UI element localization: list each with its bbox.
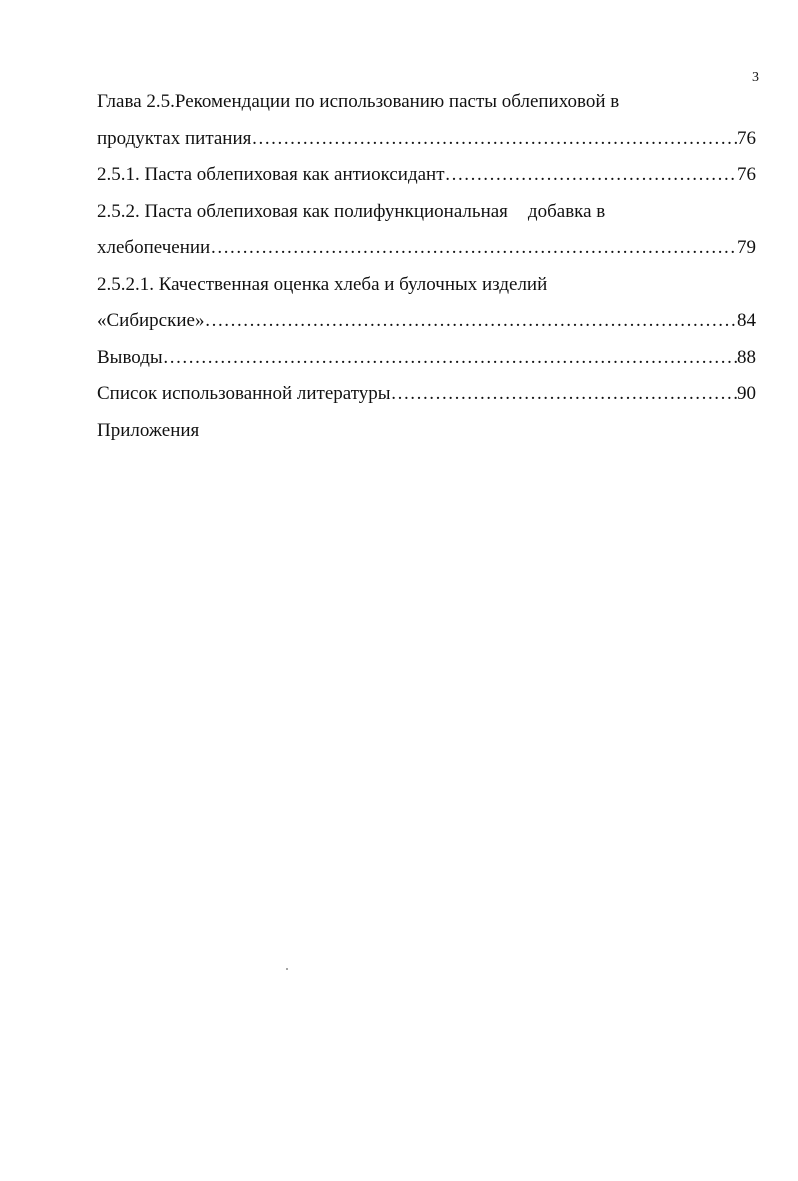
toc-entry-2-5-2-1-title	[97, 267, 756, 304]
toc-entry-text: продуктах питания	[97, 127, 252, 149]
toc-entry-references[interactable]	[97, 376, 756, 413]
scan-speck	[286, 968, 288, 970]
toc-leader-dots	[204, 303, 737, 340]
toc-leader-dots	[210, 230, 737, 267]
toc-page-number: 79	[737, 237, 756, 258]
toc-entry-text: «Сибирские»	[97, 310, 205, 331]
toc-entry-conclusions[interactable]	[97, 340, 756, 377]
toc-entry-2-5-1[interactable]	[97, 157, 756, 194]
toc-entry-2-5-2-title	[97, 194, 756, 231]
page-number: 3	[752, 70, 759, 85]
table-of-contents	[97, 84, 756, 449]
toc-page-number: 84	[737, 310, 756, 331]
toc-entry-text: 2.5.2.1. Качественная оценка хлеба и булочных изделий	[97, 273, 548, 295]
toc-entry-2-5[interactable]	[97, 121, 756, 158]
toc-entry-2-5-title	[97, 84, 756, 121]
toc-entry-text: Список использованной литературы	[97, 383, 391, 404]
toc-page-number: 76	[737, 127, 756, 149]
toc-entry-text: 2.5.2. Паста облепиховая как полифункциональная	[97, 200, 508, 222]
toc-entry-text: Приложения	[97, 419, 200, 441]
toc-leader-dots	[391, 376, 737, 413]
toc-entry-text: Глава 2.5.Рекомендации по использованию пасты облепиховой в	[97, 91, 620, 112]
toc-entry-2-5-2[interactable]	[97, 230, 756, 267]
toc-entry-appendices[interactable]	[97, 413, 756, 450]
toc-page-number: 76	[737, 164, 756, 185]
toc-leader-dots	[251, 121, 737, 158]
toc-entry-text: 2.5.1. Паста облепиховая как антиоксидант	[97, 164, 445, 185]
toc-entry-text: хлебопечении	[97, 237, 211, 258]
toc-entry-2-5-2-1[interactable]	[97, 303, 756, 340]
toc-entry-text: Выводы	[97, 346, 163, 368]
toc-page-number: 88	[737, 346, 756, 368]
toc-leader-dots	[445, 157, 737, 194]
toc-page-number: 90	[737, 383, 756, 404]
toc-leader-dots	[163, 340, 737, 377]
toc-entry-text: добавка в	[527, 200, 606, 222]
